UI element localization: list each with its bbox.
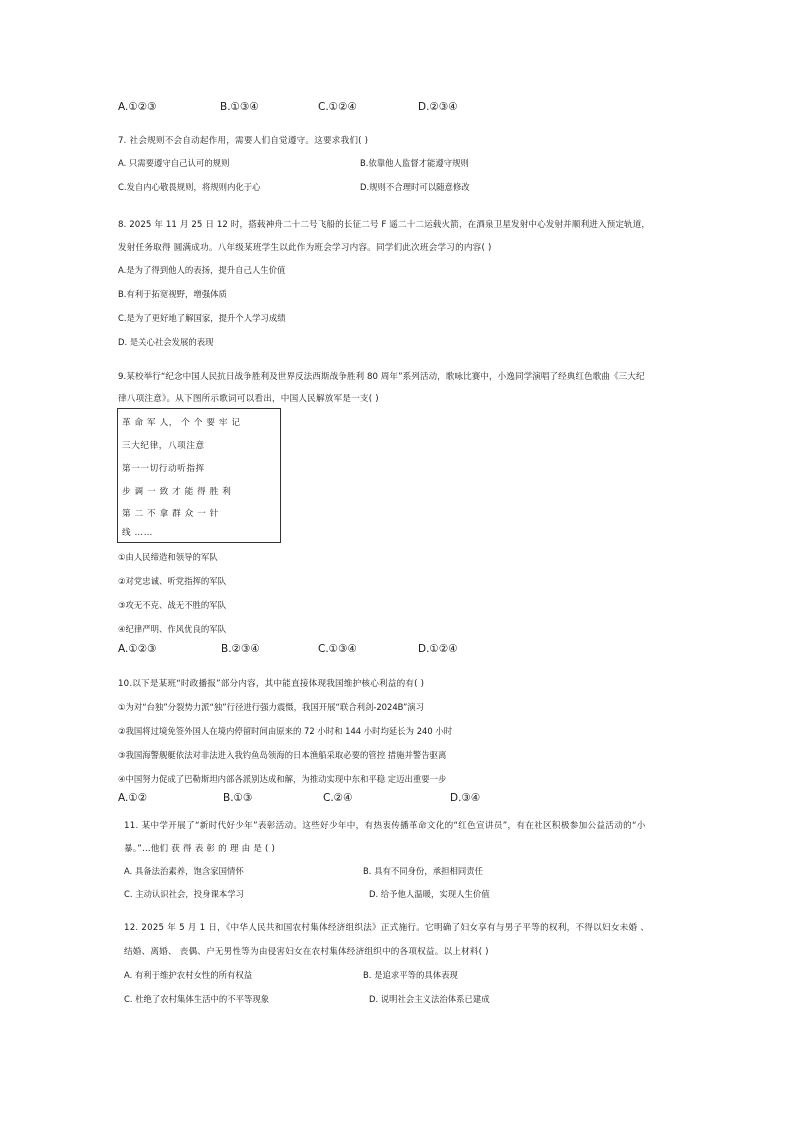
q9-item-3: ③攻无不克、战无不胜的军队: [118, 600, 227, 610]
q8-option-d: D. 是关心社会发展的表现: [118, 337, 214, 347]
q9-option-b: B.②③④: [221, 643, 260, 655]
lyric-line-5: 第 二 不 拿 群 众 一 针: [122, 509, 219, 519]
q8-option-b: B.有利于拓宽视野，增强体质: [118, 289, 227, 299]
q12-option-b: B. 是追求平等的具体表现: [363, 970, 458, 980]
lyric-line-3: 第一一切行动听指挥: [122, 464, 205, 474]
q12-option-d: D. 说明社会主义法治体系已建成: [369, 994, 490, 1004]
q11-stem-line1: 11. 某中学开展了“新时代好少年”表彰活动。这些好少年中，有热衷传播革命文化的“红色宣讲员”，有在社区积极参加公益活动的“小: [124, 821, 646, 831]
q10-option-a: A.①②: [118, 792, 148, 804]
q9-stem-line2: 律八项注意》。从下图所示歌词可以看出，中国人民解放军是一支( ): [118, 394, 379, 404]
q11-option-c: C. 主动认识社会，投身课本学习: [124, 889, 245, 899]
q6-option-b: B.①③④: [220, 101, 259, 113]
q11-option-d: D. 给予他人温暖，实现人生价值: [369, 889, 490, 899]
q8-stem-line1: 8. 2025 年 11 月 25 日 12 时，搭载神舟二十二号飞船的长征二号 F 遥二十二运载火箭，在酒泉卫星发射中心发射并顺利进入预定轨道，: [118, 220, 651, 230]
q12-option-c: C. 杜绝了农村集体生活中的不平等现象: [124, 994, 270, 1004]
q7-option-b: B.依靠他人监督才能遵守规则: [360, 158, 469, 168]
q7-stem: 7. 社会规则不会自动起作用，需要人们自觉遵守。这要求我们( ): [118, 136, 369, 146]
q9-item-2: ②对党忠诚、听党指挥的军队: [118, 576, 227, 586]
q10-item-3: ③我国海警舰艇依法对非法进入我钓鱼岛领海的日本渔船采取必要的管控 措施并警告驱离: [118, 750, 447, 760]
q10-item-4: ④中国努力促成了巴勒斯坦内部各派别达成和解，为推动实现中东和平稳 定迈出重要一步: [118, 774, 447, 784]
q7-option-a: A. 只需要遵守自己认可的规则: [118, 158, 230, 168]
q10-option-b: B.①③: [223, 792, 253, 804]
q10-item-2: ②我国将过境免签外国人在境内停留时间由原来的 72 小时和 144 小时均延长为 240 小时: [118, 726, 453, 736]
q9-stem-line1: 9.某校举行“纪念中国人民抗日战争胜利及世界反法西斯战争胜利 80 周年”系列活动，歌咏比赛中，小逸同学演唱了经典红色歌曲《三大纪: [118, 372, 645, 382]
lyric-line-1: 革 命 军 人， 个 个 要 牢 记: [122, 418, 241, 428]
q11-option-b: B. 具有不同身份，承担相同责任: [363, 866, 483, 876]
q6-option-c: C.①②④: [318, 101, 357, 113]
q8-option-a: A.是为了得到他人的表扬，提升自己人生价值: [118, 265, 286, 275]
q9-option-c: C.①③④: [318, 643, 357, 655]
q9-item-1: ①由人民缔造和领导的军队: [118, 552, 218, 562]
lyrics-box: [117, 408, 281, 543]
lyric-line-6: 线 ……: [122, 528, 153, 538]
q10-option-c: C.②④: [323, 792, 353, 804]
q10-option-d: D.③④: [450, 792, 481, 804]
q10-item-1: ①为对“台独”分裂势力派“独”行径进行强力震慑，我国开展“联合利剑-2024B”演习: [118, 702, 425, 712]
q9-option-d: D.①②④: [418, 643, 458, 655]
q12-stem-line2: 结婚、离婚、 丧偶、户无男性等为由侵害妇女在农村集体经济组织中的各项权益。以上材料( ): [124, 947, 489, 957]
lyric-line-4: 步 调 一 致 才 能 得 胜 利: [122, 487, 232, 497]
q11-option-a: A. 具备法治素养，饱含家国情怀: [124, 866, 244, 876]
q12-option-a: A. 有利于维护农村女性的所有权益: [124, 970, 253, 980]
q12-stem-line1: 12. 2025 年 5 月 1 日，《中华人民共和国农村集体经济组织法》正式施行。它明确了妇女享有与男子平等的权利，不得以妇女未婚 、: [124, 923, 650, 933]
q6-option-a: A.①②③: [118, 101, 157, 113]
q9-option-a: A.①②③: [118, 643, 157, 655]
q11-stem-line2: 暴。”…他们 获 得 表 彰 的 理 由 是 ( ): [124, 844, 276, 854]
q7-option-c: C.发自内心敬畏规则，将规则内化于心: [118, 182, 261, 192]
q9-item-4: ④纪律严明、作风优良的军队: [118, 624, 227, 634]
lyric-line-2: 三大纪律，八项注意: [122, 441, 205, 451]
q8-option-c: C.是为了更好地了解国家，提升个人学习成绩: [118, 313, 286, 323]
q7-option-d: D.规则不合理时可以随意修改: [360, 182, 470, 192]
q8-stem-line2: 发射任务取得 圆满成功。八年级某班学生以此作为班会学习内容。同学们此次班会学习的内容( ): [118, 243, 492, 253]
q10-stem: 10.以下是某班“时政播报”部分内容，其中能直接体现我国维护核心利益的有( ): [118, 679, 425, 689]
q6-option-d: D.②③④: [418, 101, 458, 113]
